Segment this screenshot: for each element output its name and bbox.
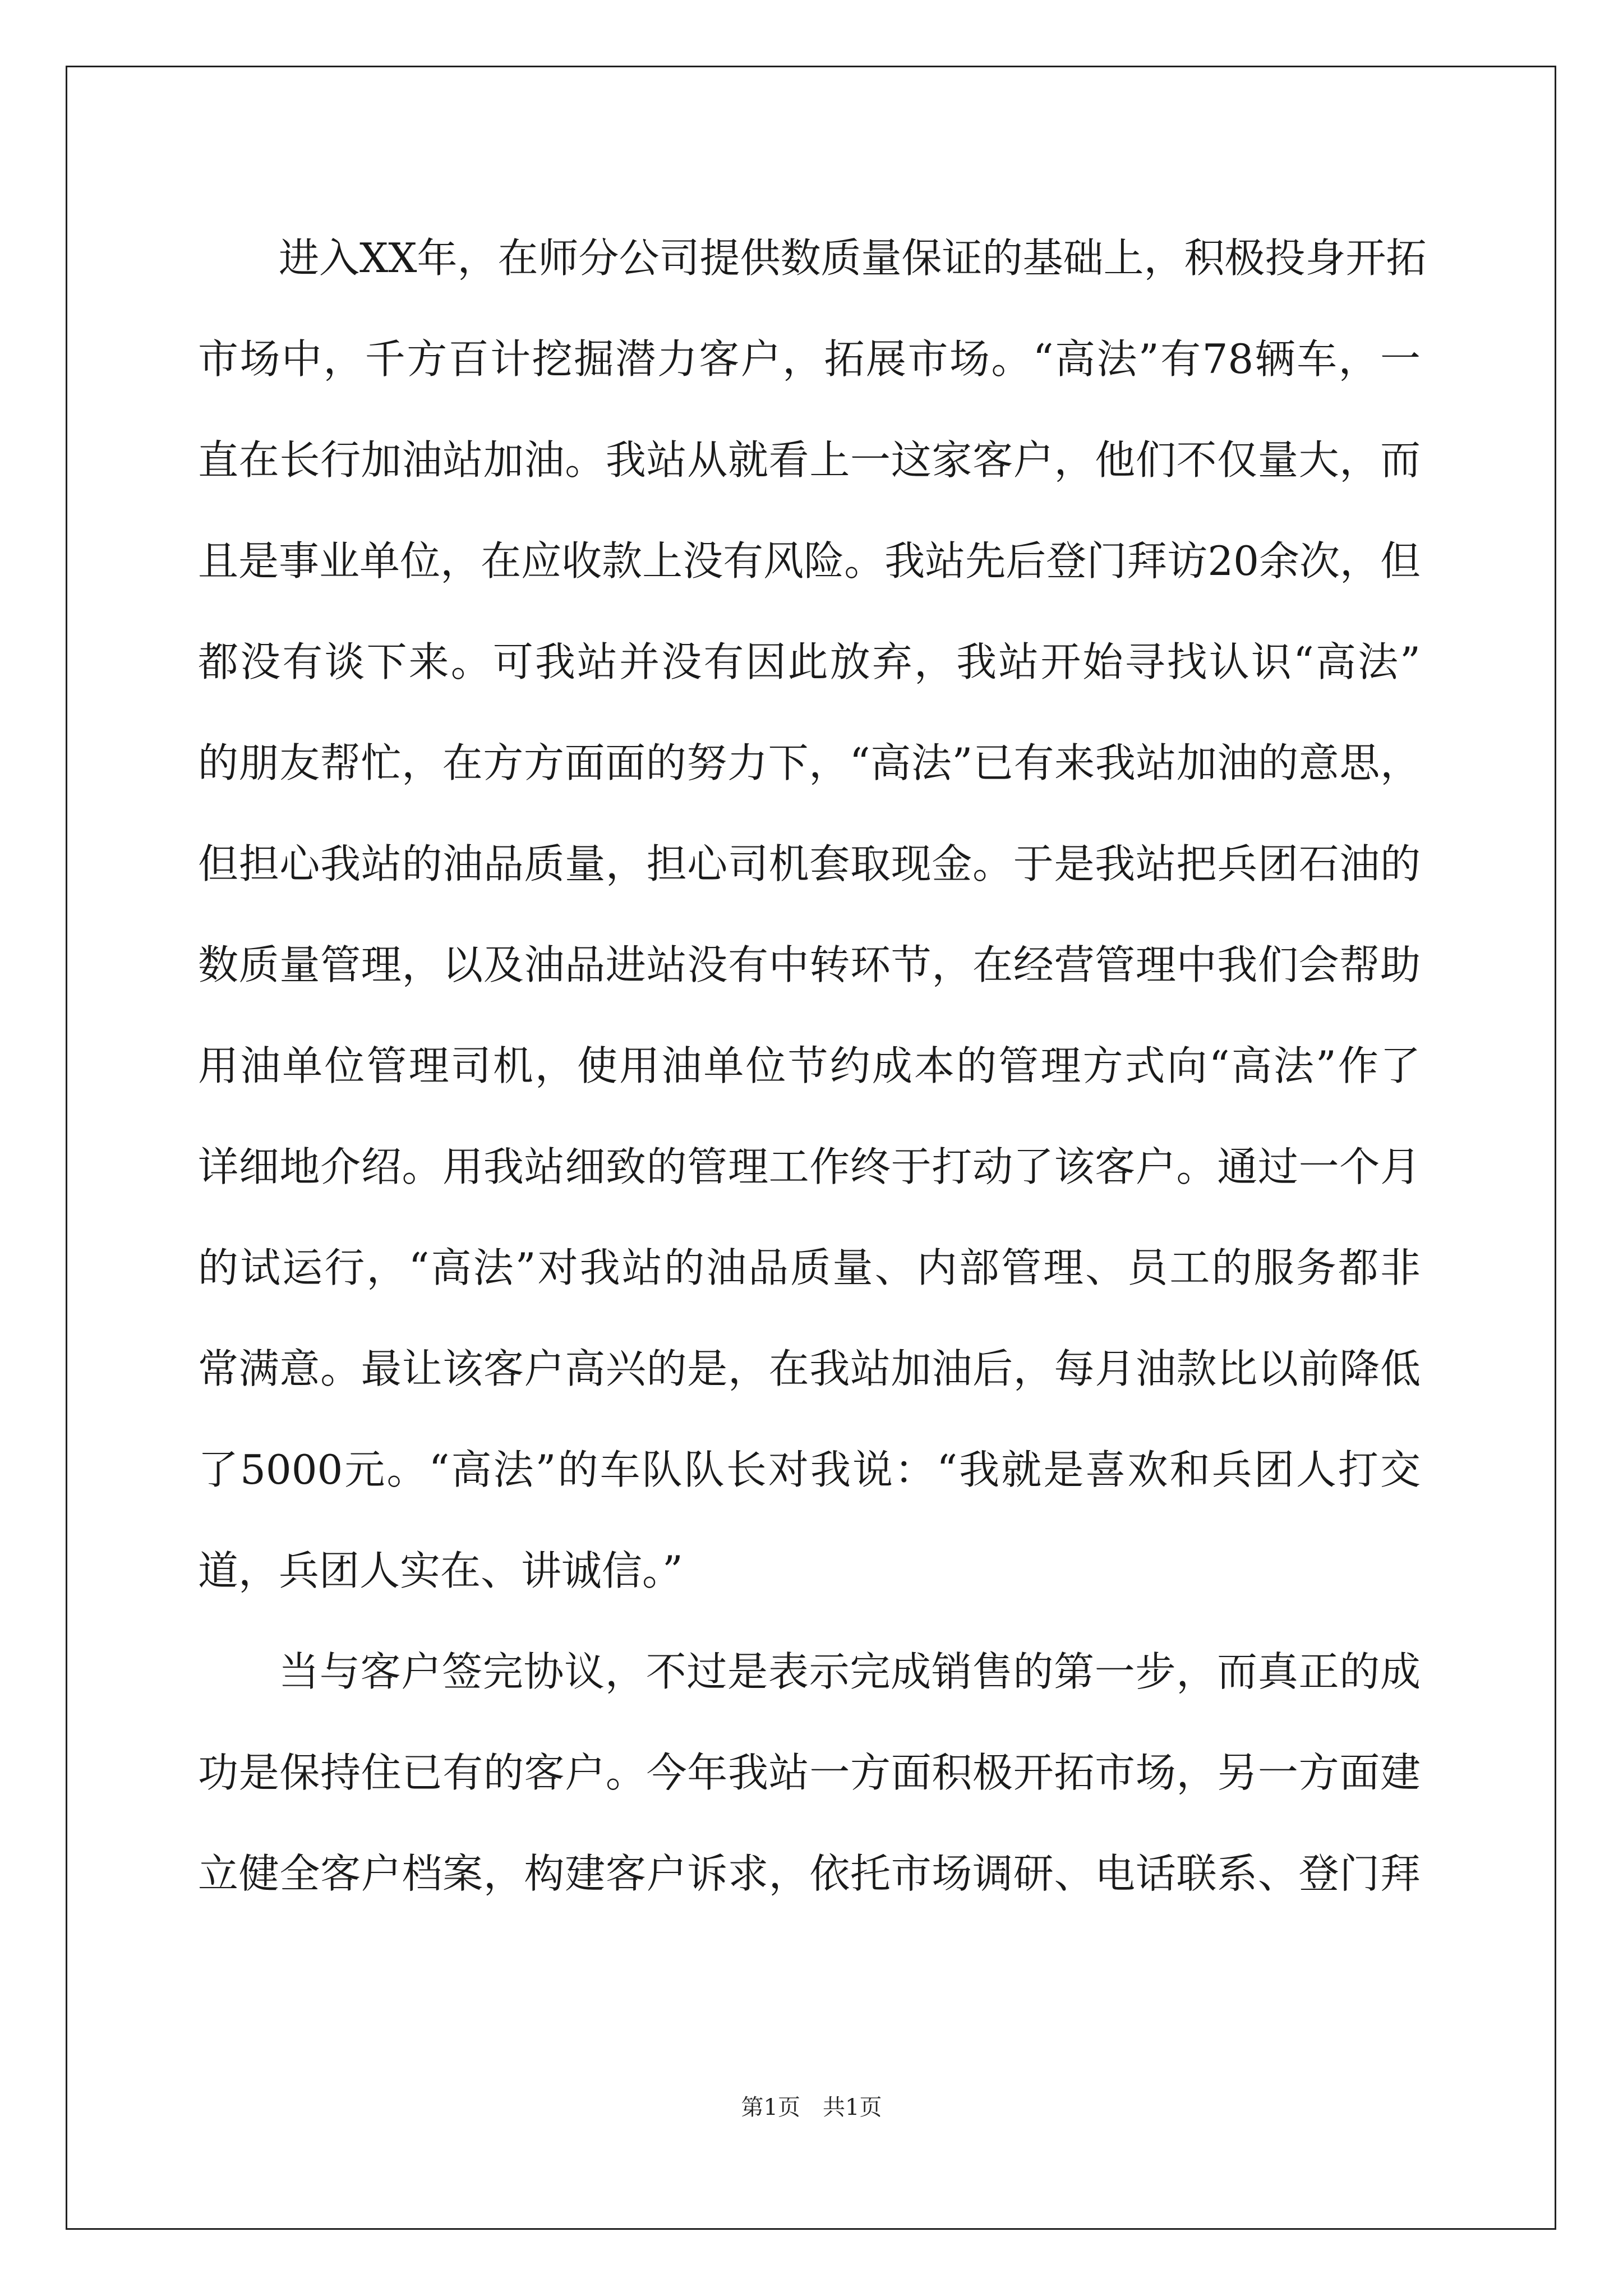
text-line: 道，兵团人实在、讲诚信。” <box>198 1547 683 1594</box>
text-line: 但担心我站的油品质量，担心司机套取现金。于是我站把兵团石油的 <box>198 840 1421 887</box>
text-line: 市场中，千方百计挖掘潜力客户，拓展市场。“高法”有78辆车，一 <box>198 335 1421 383</box>
text-line: 当与客户签完协议，不过是表示完成销售的第一步，而真正的成 <box>279 1648 1421 1695</box>
text-line: 详细地介绍。用我站细致的管理工作终于打动了该客户。通过一个月 <box>198 1143 1421 1190</box>
text-line: 都没有谈下来。可我站并没有因此放弃，我站开始寻找认识“高法” <box>198 638 1421 685</box>
text-line: 立健全客户档案，构建客户诉求，依托市场调研、电话联系、登门拜 <box>198 1850 1421 1897</box>
text-line: 用油单位管理司机，使用油单位节约成本的管理方式向“高法”作了 <box>198 1042 1421 1089</box>
text-line: 了5000元。“高法”的车队队长对我说：“我就是喜欢和兵团人打交 <box>198 1446 1421 1493</box>
text-line: 且是事业单位，在应收款上没有风险。我站先后登门拜访20余次，但 <box>198 537 1421 585</box>
text-line: 功是保持住已有的客户。今年我站一方面积极开拓市场，另一方面建 <box>198 1749 1421 1796</box>
text-line: 的朋友帮忙，在方方面面的努力下，“高法”已有来我站加油的意思， <box>198 739 1421 786</box>
text-line: 的试运行，“高法”对我站的油品质量、内部管理、员工的服务都非 <box>198 1244 1421 1291</box>
text-line: 数质量管理，以及油品进站没有中转环节，在经营管理中我们会帮助 <box>198 941 1421 988</box>
text-line: 进入XX年，在师分公司提供数质量保证的基础上，积极投身开拓 <box>279 234 1427 282</box>
text-line: 直在长行加油站加油。我站从就看上一这家客户，他们不仅量大，而 <box>198 436 1421 484</box>
text-line: 常满意。最让该客户高兴的是，在我站加油后，每月油款比以前降低 <box>198 1345 1421 1392</box>
page-number-footer: 第1页 共1页 <box>741 2095 882 2120</box>
document-body <box>198 216 1427 1932</box>
